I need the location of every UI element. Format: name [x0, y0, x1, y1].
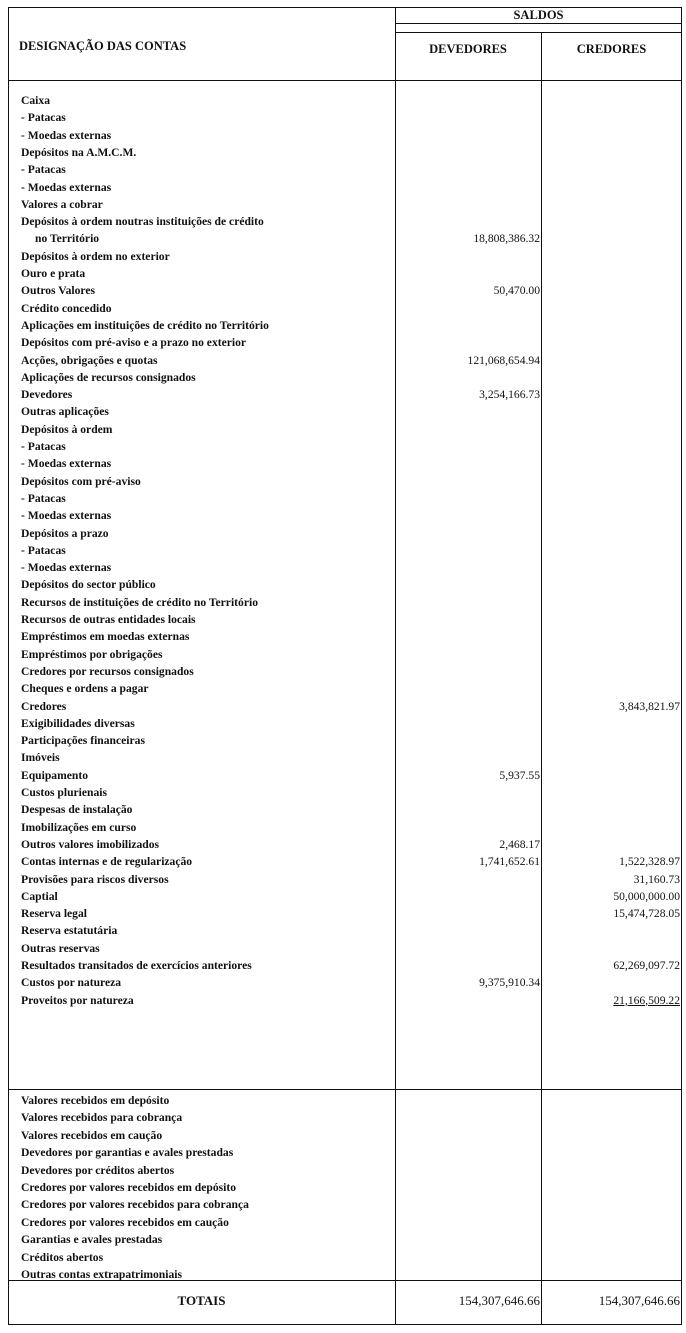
table-row: [9, 628, 683, 645]
account-name: Cheques e ordens a pagar: [21, 682, 149, 696]
account-name: - Moedas externas: [21, 509, 112, 523]
off-balance-account-name: Credores por valores recebidos em caução: [21, 1215, 229, 1229]
account-name: Aplicações em instituições de crédito no Território: [21, 318, 269, 332]
account-name: Credores por recursos consignados: [21, 664, 194, 678]
off-balance-account-name: Outras contas extrapatrimoniais: [21, 1268, 183, 1281]
account-name: no Território: [35, 232, 100, 246]
account-name: Proveitos por natureza: [21, 993, 134, 1007]
table-row: [9, 646, 683, 663]
account-name: Provisões para riscos diversos: [21, 872, 169, 886]
table-row: [9, 525, 683, 542]
off-balance-account-name: Credores por valores recebidos para cobrança: [21, 1198, 249, 1212]
account-name: - Patacas: [21, 111, 66, 125]
debit-value: 121,068,654.94: [467, 353, 540, 367]
table-row: [9, 715, 683, 732]
account-name: Equipamento: [21, 768, 89, 782]
table-row: [9, 922, 683, 939]
off-balance-account-name: Garantias e avales prestadas: [21, 1233, 163, 1247]
off-balance-row: [9, 1266, 683, 1283]
off-balance-account-name: Valores recebidos para cobrança: [21, 1111, 183, 1125]
designation-header: DESIGNAÇÃO DAS CONTAS: [19, 39, 187, 53]
table-row: [9, 957, 683, 974]
credit-value: 1,522,328.97: [619, 855, 680, 869]
account-name: Depósitos à ordem noutras instituições de crédito: [21, 215, 264, 229]
table-row: [9, 127, 683, 144]
off-balance-row: [9, 1179, 683, 1196]
account-name: Outras aplicações: [21, 405, 109, 419]
debit-value: 18,808,386.32: [473, 232, 540, 246]
table-row: [9, 438, 683, 455]
table-row: [9, 836, 683, 853]
account-name: - Moedas externas: [21, 180, 112, 194]
table-row: [9, 282, 683, 299]
account-name: Resultados transitados de exercícios anteriores: [21, 959, 252, 972]
credit-value: 62,269,097.72: [613, 959, 680, 972]
account-name: Exigibilidades diversas: [21, 716, 135, 730]
table-row: [9, 732, 683, 749]
account-name: Outros Valores: [21, 284, 95, 298]
credit-value: 15,474,728.05: [613, 907, 680, 921]
off-balance-row: [9, 1127, 683, 1144]
table-row: [9, 611, 683, 628]
account-name: - Moedas externas: [21, 561, 112, 575]
account-name: Imobilizações em curso: [21, 820, 137, 834]
account-name: Imóveis: [21, 751, 60, 765]
table-row: [9, 698, 683, 715]
table-row: [9, 680, 683, 697]
account-name: Crédito concedido: [21, 301, 112, 315]
account-name: Outros valores imobilizados: [21, 837, 160, 851]
account-name: Depósitos na A.M.C.M.: [21, 145, 137, 159]
debit-value: 9,375,910.34: [479, 976, 540, 990]
balance-sheet-table: [8, 7, 682, 1325]
account-name: Participações financeiras: [21, 734, 145, 748]
account-name: - Moedas externas: [21, 457, 112, 471]
table-row: [9, 905, 683, 922]
off-balance-account-name: Créditos abertos: [21, 1250, 104, 1264]
credit-value: 3,843,821.97: [619, 699, 680, 713]
devedores-header: DEVEDORES: [429, 42, 507, 56]
off-balance-row: [9, 1162, 683, 1179]
table-row: [9, 334, 683, 351]
account-name: Reserva legal: [21, 907, 87, 921]
account-name: Devedores: [21, 388, 73, 402]
table-row: [9, 542, 683, 559]
account-name: - Patacas: [21, 163, 66, 177]
account-name: Depósitos a prazo: [21, 526, 109, 540]
off-balance-account-name: Valores recebidos em depósito: [21, 1094, 170, 1107]
account-name: Acções, obrigações e quotas: [21, 353, 158, 367]
table-row: [9, 352, 683, 369]
table-row: [9, 940, 683, 957]
table-row: [9, 421, 683, 438]
account-name: Recursos de outras entidades locais: [21, 613, 196, 626]
table-row: [9, 230, 683, 247]
account-name: Custos por natureza: [21, 976, 122, 990]
off-balance-account-name: Devedores por garantias e avales prestadas: [21, 1146, 234, 1160]
account-name: Depósitos do sector público: [21, 578, 156, 592]
totals-row: [9, 1286, 683, 1316]
table-row: [9, 248, 683, 265]
off-balance-account-name: Credores por valores recebidos em depósito: [21, 1181, 237, 1194]
table-row: [9, 594, 683, 611]
table-row: [9, 749, 683, 766]
account-name: Caixa: [21, 94, 50, 107]
table-row: [9, 992, 683, 1009]
account-name: Depósitos à ordem no exterior: [21, 249, 170, 263]
credores-header: CREDORES: [576, 42, 647, 56]
table-row: [9, 179, 683, 196]
table-row: [9, 767, 683, 784]
off-balance-row: [9, 1249, 683, 1266]
account-name: Reserva estatutária: [21, 924, 118, 938]
off-balance-row: [9, 1092, 683, 1109]
table-row: [9, 300, 683, 317]
table-row: [9, 317, 683, 334]
credit-value: 50,000,000.00: [613, 889, 680, 903]
table-row: [9, 871, 683, 888]
debit-value: 2,468.17: [499, 837, 540, 851]
debit-value: 5,937.55: [499, 768, 540, 782]
table-row: [9, 819, 683, 836]
account-name: Custos plurienais: [21, 786, 108, 799]
table-row: [9, 853, 683, 870]
off-balance-row: [9, 1144, 683, 1161]
debit-value: 3,254,166.73: [479, 388, 540, 402]
totals-label: TOTAIS: [177, 1293, 226, 1308]
table-row: [9, 801, 683, 818]
table-row: [9, 265, 683, 282]
saldos-header: SALDOS: [513, 8, 564, 22]
table-row: [9, 888, 683, 905]
table-row: [9, 559, 683, 576]
credit-value: 31,160.73: [633, 872, 680, 886]
table-row: [9, 507, 683, 524]
credit-value: 21,166,509.22: [613, 993, 680, 1007]
table-row: [9, 663, 683, 680]
totals-debit: 154,307,646.66: [458, 1293, 540, 1308]
table-row: [9, 784, 683, 801]
off-balance-account-name: Valores recebidos em caução: [21, 1128, 163, 1142]
account-name: Aplicações de recursos consignados: [21, 370, 196, 384]
account-name: - Moedas externas: [21, 128, 112, 142]
off-balance-account-name: Devedores por créditos abertos: [21, 1163, 175, 1177]
account-name: Empréstimos em moedas externas: [21, 630, 190, 644]
debit-value: 50,470.00: [493, 284, 540, 298]
account-name: - Patacas: [21, 543, 66, 557]
off-balance-row: [9, 1109, 683, 1126]
table-row: [9, 109, 683, 126]
saldos-underline-2: [395, 32, 682, 33]
account-name: - Patacas: [21, 491, 66, 505]
table-row: [9, 386, 683, 403]
account-name: Valores a cobrar: [21, 197, 103, 211]
totals-credit: 154,307,646.66: [598, 1293, 680, 1308]
account-name: Depósitos com pré-aviso e a prazo no exterior: [21, 336, 247, 350]
account-name: Depósitos à ordem: [21, 422, 113, 436]
off-balance-separator: [9, 1089, 682, 1090]
table-row: [9, 455, 683, 472]
table-row: [9, 161, 683, 178]
table-row: [9, 369, 683, 386]
header-bottom-line: [9, 80, 682, 81]
account-name: Captial: [21, 889, 58, 903]
off-balance-row: [9, 1214, 683, 1231]
debit-value: 1,741,652.61: [479, 855, 540, 869]
table-row: [9, 144, 683, 161]
account-name: Credores: [21, 699, 67, 713]
account-name: Contas internas e de regularização: [21, 855, 193, 869]
off-balance-row: [9, 1231, 683, 1248]
table-row: [9, 196, 683, 213]
table-row: [9, 213, 683, 230]
table-row: [9, 974, 683, 991]
table-row: [9, 92, 683, 109]
account-name: Ouro e prata: [21, 267, 86, 280]
saldos-underline: [395, 23, 682, 24]
table-row: [9, 403, 683, 420]
off-balance-row: [9, 1196, 683, 1213]
account-name: Despesas de instalação: [21, 803, 133, 817]
table-row: [9, 490, 683, 507]
account-name: Recursos de instituições de crédito no Território: [21, 595, 258, 609]
account-name: Outras reservas: [21, 941, 100, 955]
account-name: - Patacas: [21, 440, 66, 453]
table-row: [9, 576, 683, 593]
table-row: [9, 473, 683, 490]
account-name: Empréstimos por obrigações: [21, 647, 163, 661]
account-name: Depósitos com pré-aviso: [21, 474, 141, 488]
